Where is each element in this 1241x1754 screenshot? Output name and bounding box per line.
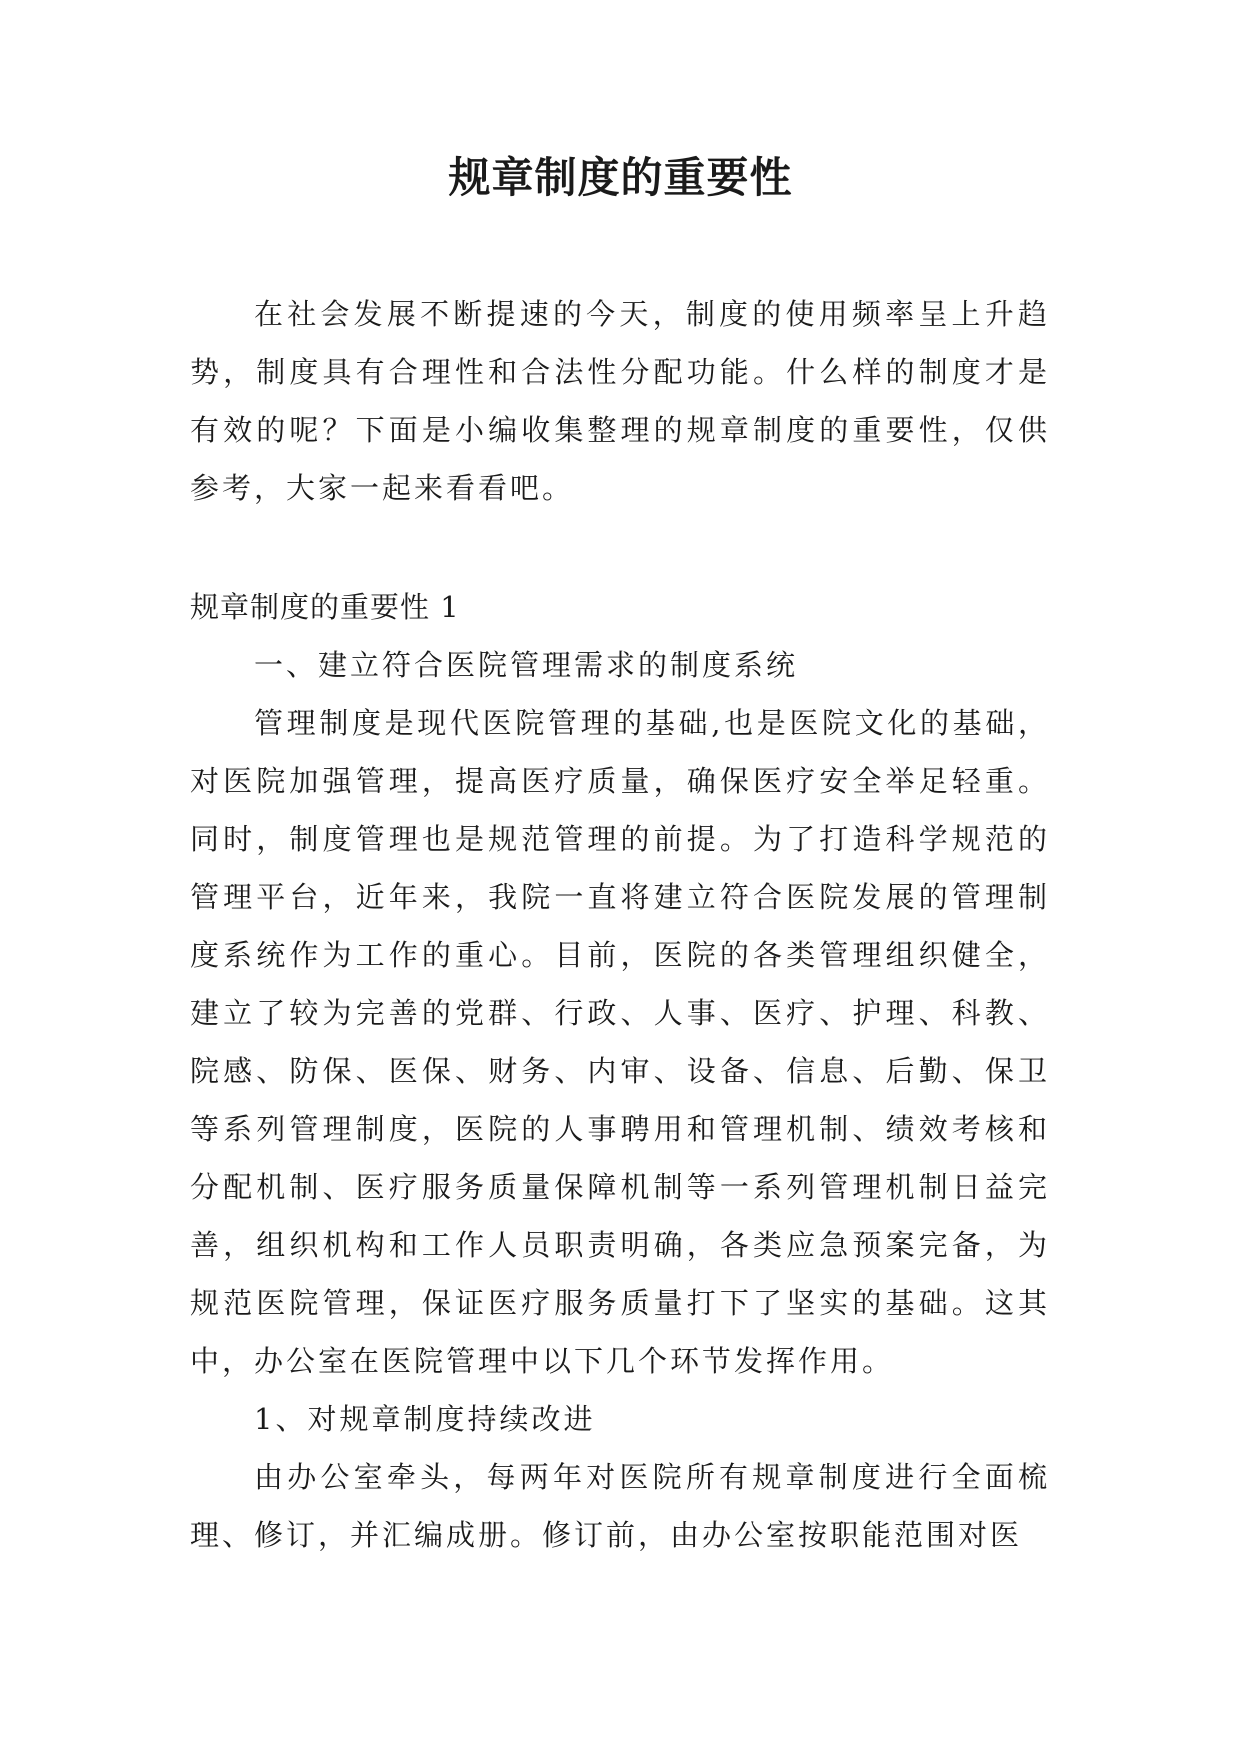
document-title: 规章制度的重要性: [448, 153, 793, 202]
section-block: [190, 578, 1050, 1564]
body-paragraph-2: 由办公室牵头，每两年对医院所有规章制度进行全面梳理、修订，并汇编成册。修订前，由办公室按职能范围对医: [190, 1460, 1050, 1552]
subheading-2: 1、对规章制度持续改进: [254, 1402, 596, 1436]
body-paragraph-1: 管理制度是现代医院管理的基础,也是医院文化的基础，对医院加强管理，提高医疗质量，确保医疗安全举足轻重。同时，制度管理也是规范管理的前提。为了打造科学规范的管理平台，近年来，我院一直将建立符合医院发展的管理制度系统作为工作的重心。目前，医院的各类管理组织健全，建立了较为完善的党群、行政、人事、医疗、护理、科教、院感、防保、医保、财务、内审、设备、信息、后勤、保卫等系列管理制度，医院的人事聘用和管理机制、绩效考核和分配机制、医疗服务质量保障机制等一系列管理机制日益完善，组织机构和工作人员职责明确，各类应急预案完备，为规范医院管理，保证医疗服务质量打下了坚实的基础。这其中，办公室在医院管理中以下几个环节发挥作用。: [190, 706, 1050, 1378]
section-heading: 规章制度的重要性 1: [190, 590, 460, 624]
intro-block: [190, 285, 1050, 517]
intro-paragraph: 在社会发展不断提速的今天，制度的使用频率呈上升趋势，制度具有合理性和合法性分配功能。什么样的制度才是有效的呢？下面是小编收集整理的规章制度的重要性，仅供参考，大家一起来看看吧。: [190, 297, 1050, 505]
subheading-1: 一、建立符合医院管理需求的制度系统: [254, 648, 799, 682]
